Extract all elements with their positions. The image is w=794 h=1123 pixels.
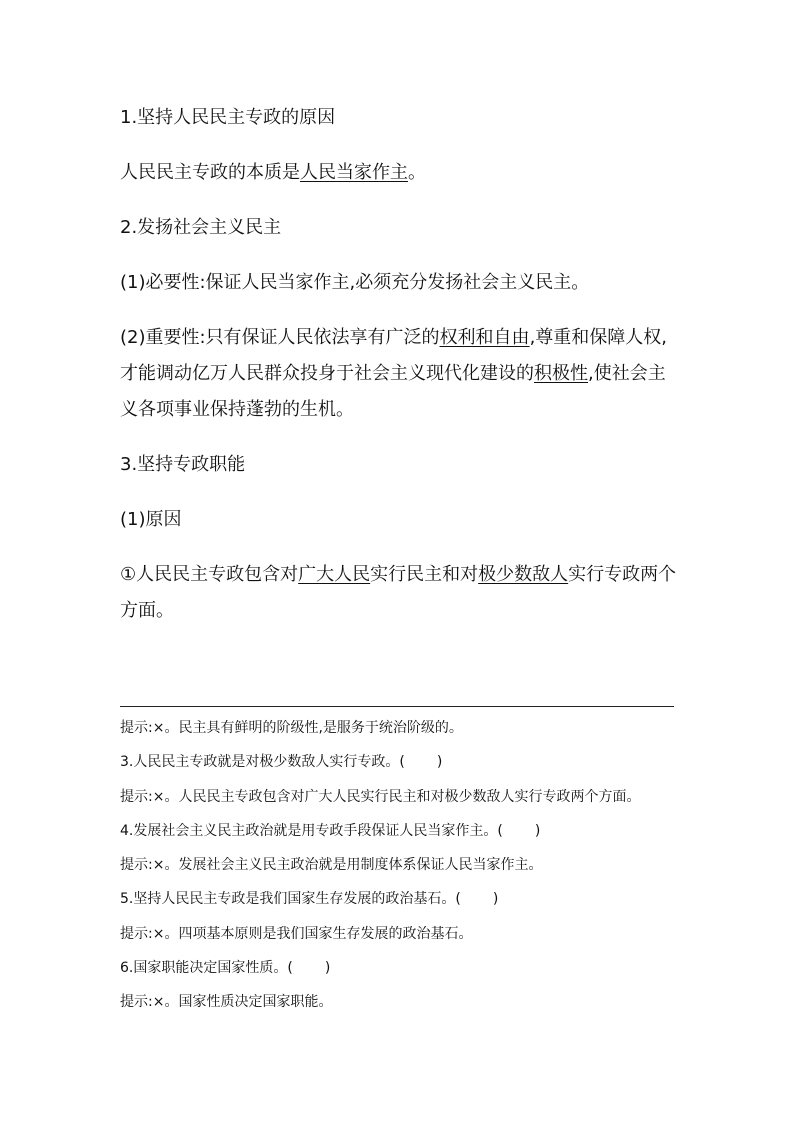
hint-line bbox=[120, 990, 680, 1024]
hint-3-text: 提示:×。人民民主专政包含对广大人民实行民主和对极少数敌人实行专政两个方面。 bbox=[120, 788, 641, 805]
hint-line bbox=[120, 785, 680, 819]
section-1-text bbox=[120, 155, 680, 191]
section-1-title-text: 1.坚持人民民主专政的原因 bbox=[120, 107, 336, 128]
section-3-reason bbox=[120, 557, 680, 629]
section-1-text-b: 。 bbox=[408, 162, 426, 183]
hint-line bbox=[120, 716, 680, 750]
question-5-close: ) bbox=[492, 891, 499, 908]
section-3-reason-a: ①人民民主专政包含对 bbox=[120, 564, 299, 585]
divider-line bbox=[120, 706, 674, 707]
section-2-importance bbox=[120, 320, 680, 428]
section-3-title-text: 3.坚持专政职能 bbox=[120, 454, 246, 475]
section-2-necessity bbox=[120, 265, 680, 301]
section-2-importance-c: ,使社会主义各项事业保持蓬勃的生机。 bbox=[120, 363, 666, 420]
hint-4-text: 提示:×。发展社会主义民主政治就是用制度体系保证人民当家作主。 bbox=[120, 857, 543, 874]
question-3-text: 3.人民民主专政就是对极少数敌人实行专政。( bbox=[120, 754, 405, 771]
question-3 bbox=[120, 750, 680, 784]
question-6-close: ) bbox=[324, 960, 331, 977]
hint-line bbox=[120, 922, 680, 956]
section-1-title bbox=[120, 100, 680, 136]
section-3-reason-b: 实行民主和对 bbox=[370, 564, 479, 585]
hint-6-text: 提示:×。国家性质决定国家职能。 bbox=[120, 994, 333, 1011]
section-2-importance-b: ,尊重和保障人权,才能调动亿万人民群众投身于社会主义现代化建设的 bbox=[120, 327, 668, 384]
main-content bbox=[120, 100, 680, 629]
section-3-reason-c: 实行专政两个方面。 bbox=[120, 564, 677, 621]
notes-section bbox=[120, 716, 680, 1025]
section-3-title bbox=[120, 447, 680, 483]
question-4-close: ) bbox=[534, 822, 541, 839]
section-3-underlined-people: 广大人民 bbox=[298, 564, 371, 585]
question-5 bbox=[120, 887, 680, 921]
section-1-text-a: 人民民主专政的本质是 bbox=[120, 162, 300, 183]
question-3-close: ) bbox=[436, 754, 443, 771]
section-3-subtitle bbox=[120, 502, 680, 538]
hint-5-text: 提示:×。四项基本原则是我们国家生存发展的政治基石。 bbox=[120, 925, 473, 942]
section-2-underlined-rights: 权利和自由 bbox=[439, 327, 530, 348]
question-6 bbox=[120, 956, 680, 990]
question-6-text: 6.国家职能决定国家性质。( bbox=[120, 960, 293, 977]
hint-text-a: 提示:×。民主具有鲜明的阶级性,是服务于统治阶级的。 bbox=[120, 720, 463, 736]
section-2-underlined-enthusiasm: 积极性 bbox=[534, 363, 588, 384]
section-2-necessity-text: (1)必要性:保证人民当家作主,必须充分发扬社会主义民主。 bbox=[120, 272, 590, 293]
section-2-importance-a: (2)重要性:只有保证人民依法享有广泛的 bbox=[120, 327, 440, 348]
section-2-title bbox=[120, 210, 680, 246]
section-2-title-text: 2.发扬社会主义民主 bbox=[120, 217, 282, 238]
question-4 bbox=[120, 819, 680, 853]
section-3-underlined-enemies: 极少数敌人 bbox=[478, 564, 569, 585]
question-5-text: 5.坚持人民民主专政是我们国家生存发展的政治基石。( bbox=[120, 891, 461, 908]
question-4-text: 4.发展社会主义民主政治就是用专政手段保证人民当家作主。( bbox=[120, 822, 503, 839]
section-3-subtitle-text: (1)原因 bbox=[120, 509, 182, 530]
section-1-underlined-term: 人民当家作主 bbox=[300, 162, 408, 183]
hint-line bbox=[120, 853, 680, 887]
